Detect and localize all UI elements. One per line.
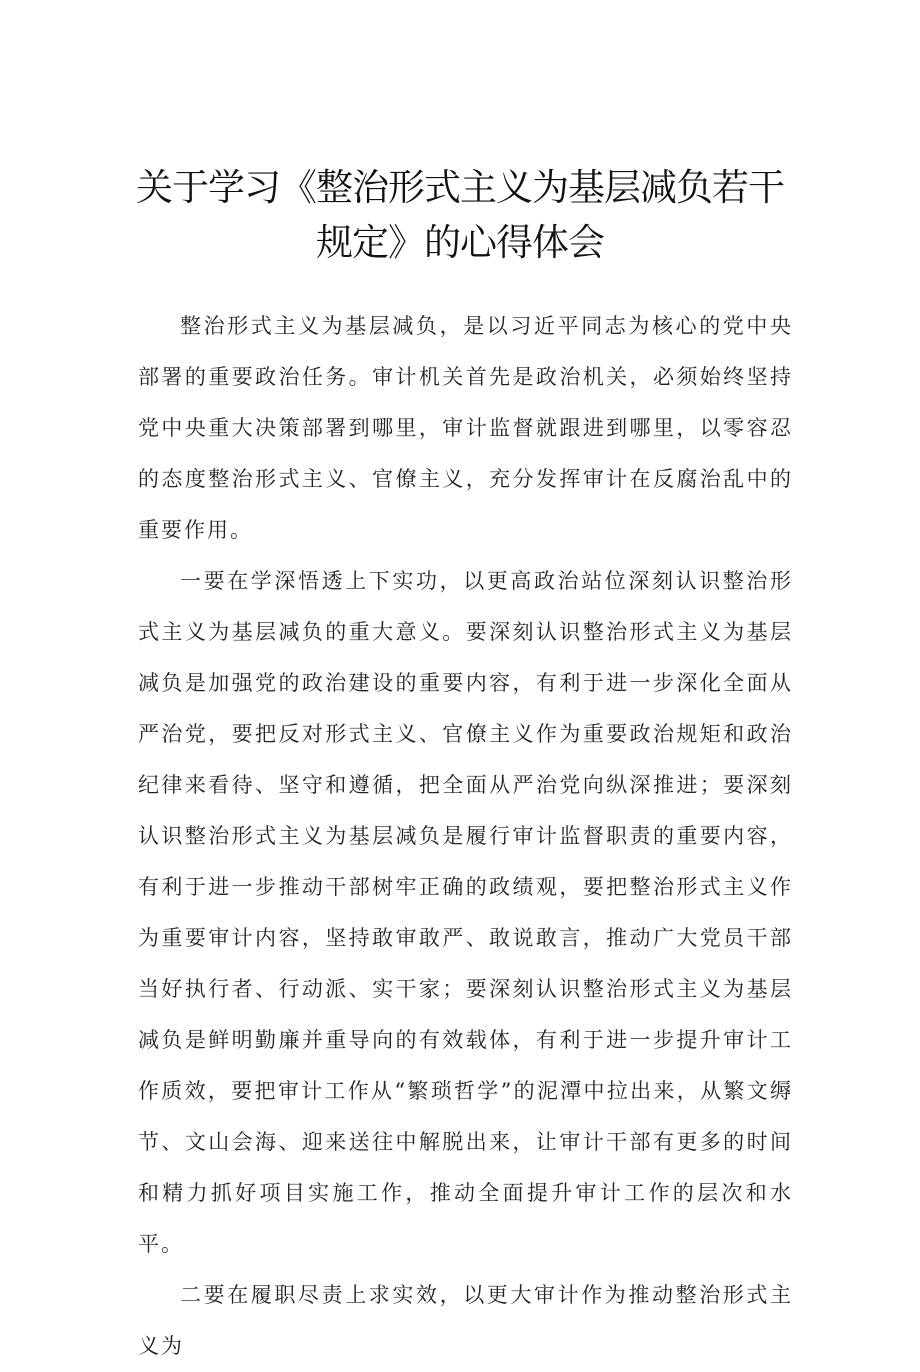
document-body (138, 301, 793, 1372)
document-title-line-2: 规定》的心得体会 (316, 221, 604, 264)
document-title-line-1: 关于学习《整治形式主义为基层减负若干 (136, 166, 784, 209)
paragraph: 一要在学深悟透上下实功，以更高政治站位深刻认识整治形式主义为基层减负的重大意义。要深刻认识整治形式主义为基层减负是加强党的政治建设的重要内容，有利于进一步深化全面从严治党，要把反对形式主义、官僚主义作为重要政治规矩和政治纪律来看待、坚守和遵循，把全面从严治党向纵深推进；要深刻认识整治形式主义为基层减负是履行审计监督职责的重要内容，有利于进一步推动干部树牢正确的政绩观，要把整治形式主义作为重要审计内容，坚持敢审敢严、敢说敢言，推动广大党员干部当好执行者、行动派、实干家；要深刻认识整治形式主义为基层减负是鲜明勤廉并重导向的有效载体，有利于进一步提升审计工作质效，要把审计工作从“繁琐哲学”的泥潭中拉出来，从繁文缛节、文山会海、迎来送往中解脱出来，让审计干部有更多的时间和精力抓好项目实施工作，推动全面提升审计工作的层次和水平。 (138, 569, 793, 1256)
document-title (120, 160, 800, 270)
paragraph: 整治形式主义为基层减负，是以习近平同志为核心的党中央部署的重要政治任务。审计机关首先是政治机关，必须始终坚持党中央重大决策部署到哪里，审计监督就跟进到哪里，以零容忍的态度整治形式主义、官僚主义，充分发挥审计在反腐治乱中的重要作用。 (138, 314, 793, 542)
paragraph: 二要在履职尽责上求实效，以更大审计作为推动整治形式主义为 (138, 1283, 793, 1358)
